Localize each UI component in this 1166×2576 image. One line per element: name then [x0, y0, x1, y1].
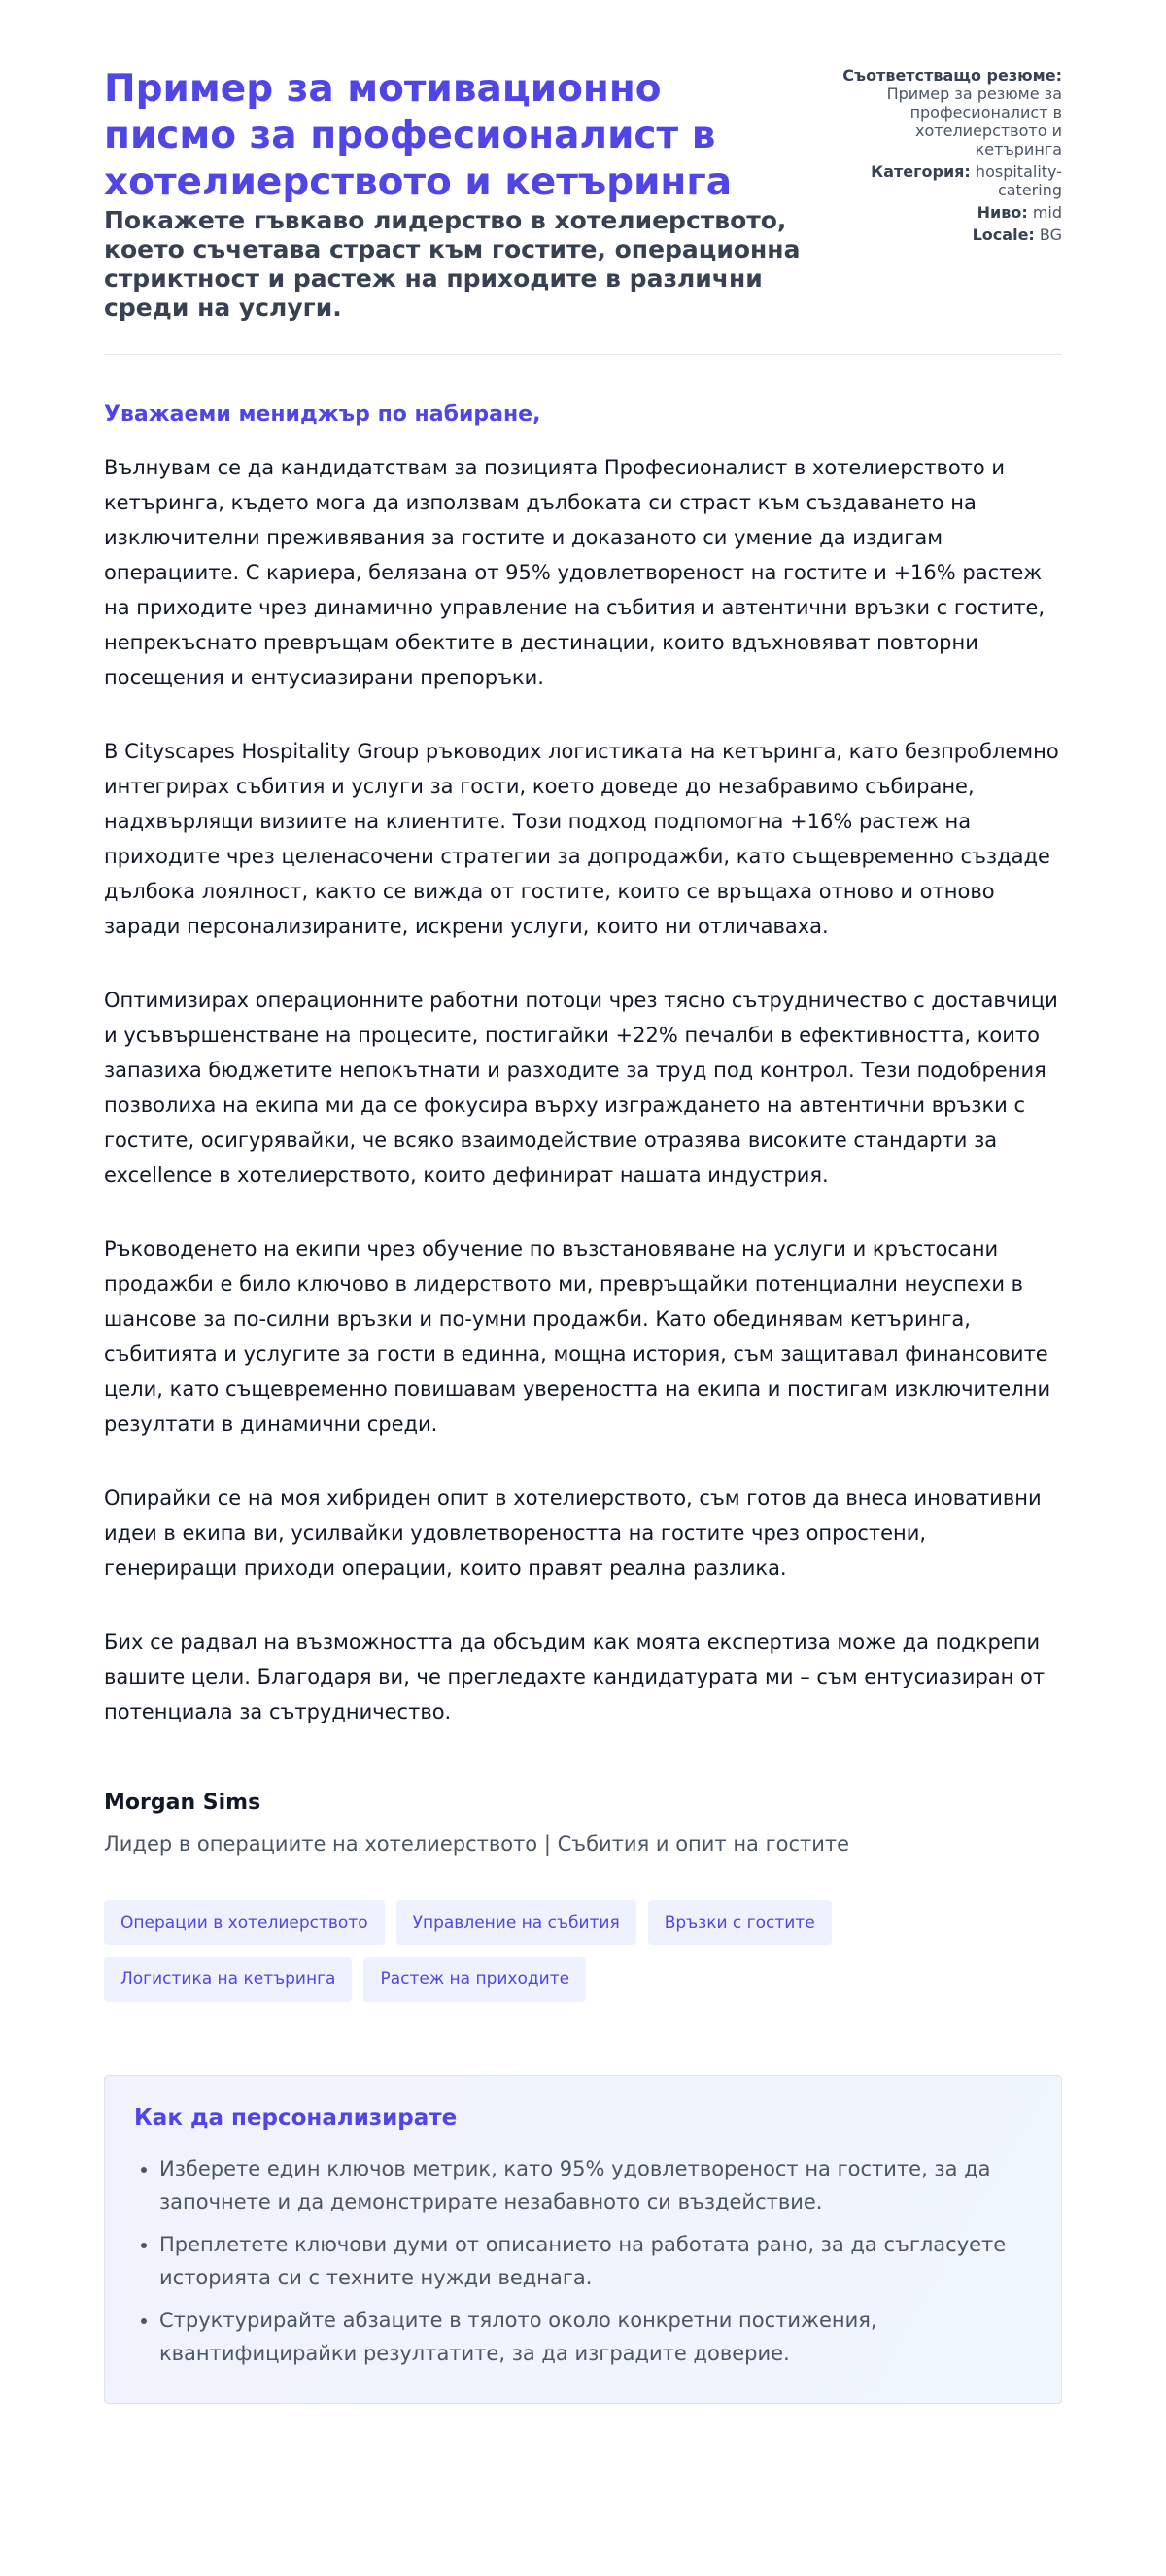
signature-name: Morgan Sims — [104, 1791, 261, 1815]
tip-item: • Преплетете ключови думи от описанието на работата рано, за да съгласуете историята си с техните нужди веднага. — [159, 2228, 1032, 2294]
meta-panel — [829, 66, 1062, 248]
signature-role: Лидер в операциите на хотелиерството | Събития и опит на гостите — [104, 1832, 850, 1856]
letter-greeting: Уважаеми мениджър по набиране, — [104, 402, 541, 427]
signature-block — [104, 1790, 1062, 1858]
letter-paragraph: Бих се радвал на възможността да обсъдим как моята експертиза може да подкрепи вашите цели. Благодаря ви, че прегледахте кандидатурата ми – съм ентусиазиран от потенциала за сътрудничество. — [104, 1630, 1046, 1723]
meta-resume — [829, 66, 1062, 158]
letter-paragraph: Ръководенето на екипи чрез обучение по възстановяване на услуги и кръстосани продажби е било ключово в лидерството ми, превръщайки потенциални неуспехи в шансове за по-силни връзки и по-умни продажби. Като обединявам кетъринга, събитията и услугите за гости в единна, мощна история, съм защитавал финансовите цели, като същевременно повишавам увереността на екипа и постигам изключителни резултати в динамични среди. — [104, 1237, 1051, 1436]
meta-locale-key: Locale: — [972, 226, 1035, 244]
tip-item: • Структурирайте абзаците в тялото около конкретни постижения, квантифицирайки резултатите, за да изградите доверие. — [159, 2304, 1032, 2370]
header-divider — [104, 354, 1062, 355]
meta-category-key: Категория: — [871, 162, 971, 181]
tips-list — [134, 2152, 1032, 2370]
letter-paragraph: Вълнувам се да кандидатствам за позицията Професионалист в хотелиерството и кетъринга, където мога да използвам дълбоката си страст към създаването на изключителни преживявания за гостите и доказаното си умение да издигам операциите. С кариера, белязана от 95% удовлетвореност на гостите и +16% растеж на приходите чрез динамично управление на събития и автентични връзки с гостите, непрекъснато превръщам обектите в дестинации, които вдъхновяват повторни посещения и ентусиазирани препоръки. — [104, 456, 1046, 689]
meta-locale — [829, 226, 1062, 244]
skill-tag: Логистика на кетъринга — [104, 1957, 352, 2002]
skill-tags — [104, 1900, 959, 2013]
meta-level — [829, 203, 1062, 222]
meta-category-value: hospitality-catering — [975, 162, 1062, 199]
letter-paragraph: Оптимизирах операционните работни потоци чрез тясно сътрудничество с доставчици и усъвършенстване на процесите, постигайки +22% печалби в ефективността, които запазиха бюджетите непокътнати и разходите за труд под контрол. Тези подобрения позволиха на екипа ми да се фокусира върху изграждането на автентични връзки с гостите, осигурявайки, че всяко взаимодействие отразява високите стандарти за excellence в хотелиерството, които дефинират нашата индустрия. — [104, 989, 1058, 1187]
letter-paragraph: Опирайки се на моя хибриден опит в хотелиерството, съм готов да внеса иновативни идеи в екипа ви, усилвайки удовлетвореността на гостите чрез опростени, генериращи приходи операции, които правят реална разлика. — [104, 1486, 1042, 1580]
tip-item: • Изберете един ключов метрик, като 95% удовлетвореност на гостите, за да започнете и да демонстрирате незабавното си въздействие. — [159, 2152, 1032, 2218]
meta-resume-key: Съответстващо резюме: — [842, 66, 1062, 85]
personalize-tips-box — [104, 2075, 1062, 2404]
letter-paragraph: В Cityscapes Hospitality Group ръководих логистиката на кетъринга, като безпроблемно интегрирах събития и услуги за гости, което доведе до незабравимо събиране, надхвърлящи визиите на клиентите. Този подход подпомогна +16% растеж на приходите чрез целенасочени стратегии за допродажби, като същевременно създаде дълбока лоялност, както се вижда от гостите, които се връщаха отново и отново заради персонализираните, искрени услуги, които ни отличаваха. — [104, 740, 1059, 938]
header-titles — [104, 66, 804, 323]
page-subtitle: Покажете гъвкаво лидерство в хотелиерството, което съчетава страст към гостите, операционна стриктност и растеж на приходите в различни среди на услуги. — [104, 206, 801, 322]
meta-level-value: mid — [1032, 203, 1062, 222]
skill-tag: Операции в хотелиерството — [104, 1900, 385, 1945]
page-header — [104, 66, 1062, 323]
letter-body — [104, 450, 1062, 1729]
skill-tag: Растеж на приходите — [363, 1957, 586, 2002]
page-title: Пример за мотивационно писмо за професионалист в хотелиерството и кетъринга — [104, 67, 733, 204]
meta-level-key: Ниво: — [977, 203, 1028, 222]
skill-tag: Управление на събития — [396, 1900, 636, 1945]
meta-locale-value: BG — [1039, 226, 1062, 244]
skill-tag: Връзки с гостите — [648, 1900, 832, 1945]
meta-category — [829, 162, 1062, 199]
meta-resume-value: Пример за резюме за професионалист в хотелиерството и кетъринга — [886, 85, 1062, 158]
tips-title: Как да персонализирате — [134, 2106, 458, 2131]
